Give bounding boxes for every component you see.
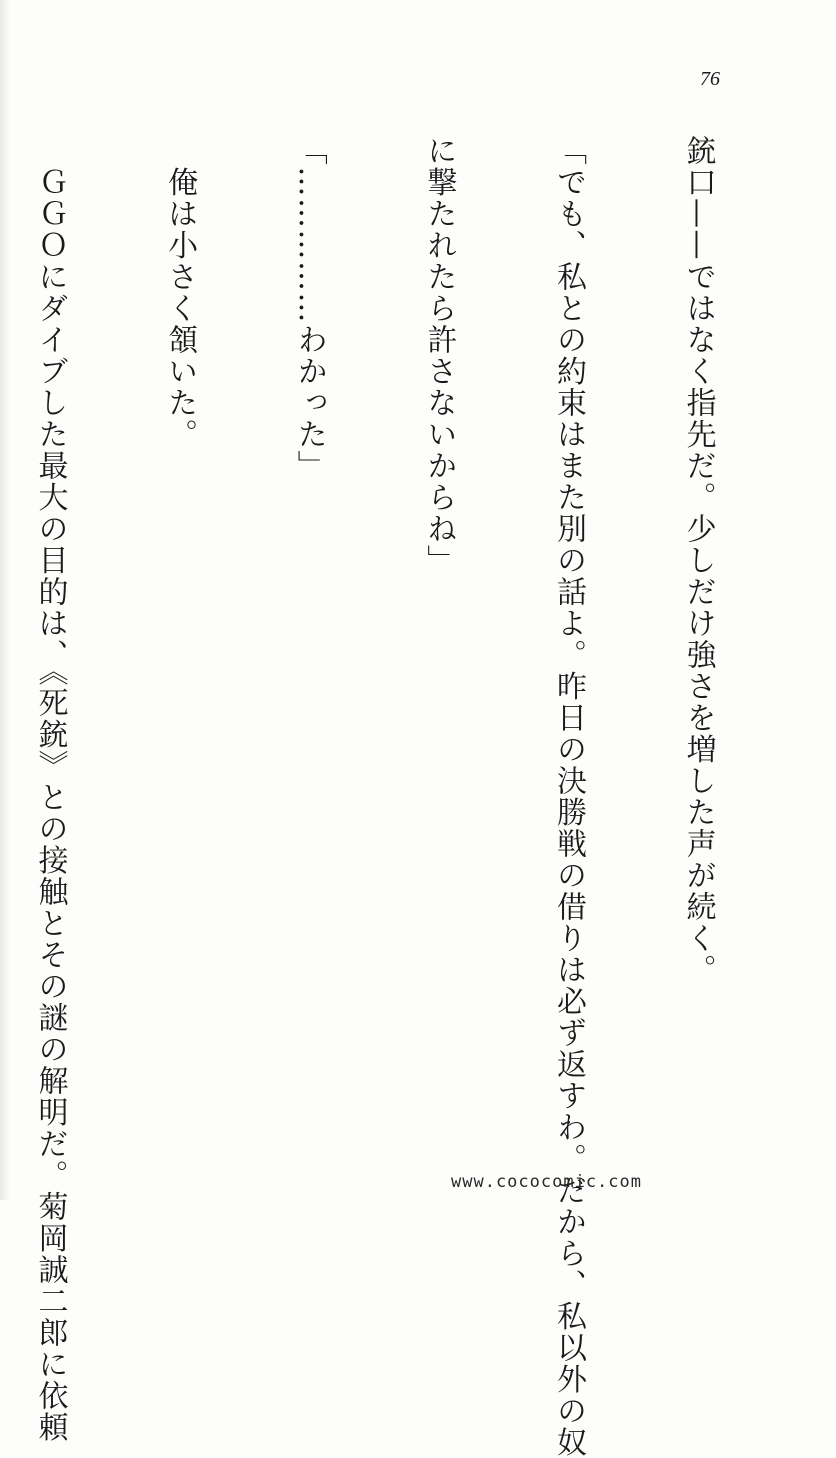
watermark-url: www.cococomic.com [451, 1172, 642, 1192]
text-line: 俺は小さく頷いた。 [162, 135, 198, 450]
text-line: 「でも、私との約束はまた別の話よ。昨日の決勝戦の借りは必ず返すわ。だから、私以外の奴 [550, 135, 586, 1458]
text-line: ＧＧＯにダイブした最大の目的は、《死銃》との接触とその謎の解明だ。菊岡誠二郎に依頼 [32, 135, 68, 1443]
text-line: 銃口——ではなく指先だ。少しだけ強さを増した声が続く。 [680, 135, 716, 986]
page-number: 76 [700, 68, 720, 90]
text-line: に撃たれたら許さないからね」 [421, 135, 457, 576]
text-line: 「……………わかった」 [291, 135, 327, 482]
